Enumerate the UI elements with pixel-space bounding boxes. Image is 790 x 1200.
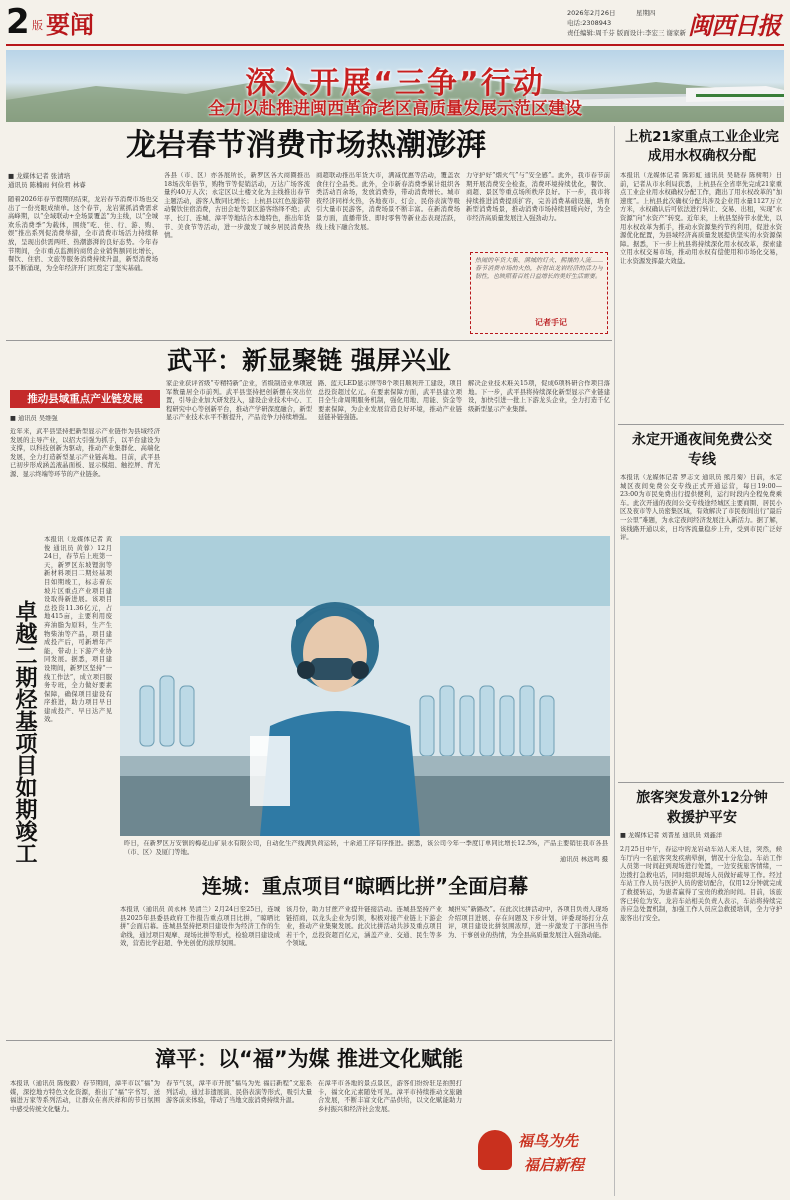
- masthead-logo: 闽西日报: [688, 12, 780, 40]
- right2-headline: 永定开通夜间免费公交专线: [632, 432, 772, 468]
- fu-logo: [474, 1120, 604, 1194]
- journalist-note-text: 热闹的年货大集、满城的灯火、熙攘的人流……春节消费市场的火热，折射出龙岩经济的活力与韧性，也映照着百姓日益增长的美好生活需要。: [475, 257, 603, 280]
- lead-col-3: 商超联动推出年货大市，满减优惠等活动，覆盖农食住行全品类。此外，全市新春消费季累计组织各类活动百余场，发放消费券，带动消费增长。城市夜经济同样火热，各地夜市、灯会、民俗表演等吸引大量市民游客，消费场景不断丰富。在新消费场景方面，直播带货、即时零售等新业态表现活跃，线上线下融合发展。: [316, 172, 460, 231]
- story5-col-2: 春节气氛，漳平市开展“福鸟为先 福启新程”文旅系列活动，通过非遗展演、民俗表演等形式，吸引大量游客前来体验，带动了当地文旅消费持续升温。: [166, 1080, 312, 1105]
- story3-headline: 卓越二期烃基项目如期竣工: [12, 600, 37, 864]
- factory-photo: [120, 536, 610, 836]
- phone: 电话:2308943: [567, 19, 612, 27]
- fu-logo-line-2: 福启新程: [524, 1156, 585, 1174]
- story4-col-1: 本报讯（通讯员 黄永林 吴清兰）2月24日至25日，连城县2025年县委县政府工作报告重点项目比拼，“晾晒比拼”会面启幕。连城县坚持把项目建设作为经济工作的生命线，通过项目观摩、现场比拼等形式，检验项目建设成效，营造比学赶超、争先创优的浓厚氛围。: [120, 906, 280, 948]
- header-rule: [6, 44, 784, 46]
- story4-headline: 连城：重点项目“晾晒比拼”全面启幕: [201, 874, 529, 898]
- story5-col-1: 本报讯（通讯员 陈俊毅）春节期间，漳平市以“福”为媒，深挖地方特色文化资源，推出了“福”字书写、送福进万家等系列活动，让群众在喜庆祥和的节日氛围中感受传统文化魅力。: [10, 1080, 160, 1113]
- journalist-note-box: [470, 252, 608, 334]
- story4-bottom-rule: [6, 1040, 612, 1041]
- right1-col: 本报讯（龙媒体记者 陈彩虹 通讯员 吴晓春 陈树明）日前，记者从市水利局获悉，上杭县在全省率先完成21家重点工业企业用水权确权分配工作，跑出了用水权改革的“加速度”。上杭县此次确权分配共涉及企业用水量1127万立方米，水权确认后可依法进行转让、交易、出租，实现“水资源”向“水资产”转变。近年来，上杭县坚持节水优先，以用水权改革为抓手，推动水资源集约节约利用，促进水资源优化配置，为县域经济高质量发展提供坚实的水资源保障。据悉，下一步上杭县将持续深化用水权改革，探索建立用水权交易市场，推动用水权有偿使用和市场化交易，让水资源发挥最大效益。: [620, 172, 782, 265]
- fu-logo-line-1: 福鸟为先: [518, 1132, 579, 1150]
- right3-col: 2月25日中午，春运中的龙岩动车站人来人往，突然，候车厅内一名旅客突发疾病晕倒，情况十分危急。车站工作人员第一时间赶到现场进行处置，一边安抚旅客情绪，一边拨打急救电话，同时组织现场人员做好疏导工作。经过车站工作人员与医护人员的密切配合，仅用12分钟就完成了救援转运，为患者赢得了宝贵的救治时间。目前，该旅客已转危为安。龙岩车站相关负责人表示，车站将持续完善应急处置机制，加强工作人员应急救援培训，全力守护旅客出行安全。: [620, 846, 782, 922]
- editor-line: 责任编辑:周千芬 版面设计:李宏三 谢家新: [567, 29, 687, 37]
- photo-caption: 昨日，在新罗区万安镇的梅花山矿泉水有限公司，自动化生产线满负荷运转，十余道工序有序推进。据悉，该公司今年一季度订单同比增长12.5%，产品主要销往我市各县（市、区）及厦门等地。: [124, 840, 608, 856]
- story2-byline: ■ 通讯员 吴维强: [10, 415, 58, 422]
- lead-byline: ■ 龙媒体记者 张清培 通讯员 陈楠雨 何俭君 林睿: [8, 172, 86, 189]
- story4-col-2: 该月份，助力甘蔗产业提升链接活动。连城县坚持产业链招商，以龙头企业为引领，积极对接产业链上下游企业，推动产业集聚发展。此次比拼活动共涉及重点项目若干个，总投资超百亿元，涵盖产业、交通、民生等多个领域。: [286, 906, 442, 948]
- story5-col-3: 在漳平市各地的景点景区，游客们纷纷驻足拍照打卡，福文化元素随处可见。漳平市持续推动文旅融合发展，不断丰富文化产品供给，以文化赋能助力乡村振兴和经济社会发展。: [318, 1080, 462, 1113]
- section-name: 要闻: [46, 11, 94, 39]
- issue-weekday: 星期四: [636, 9, 656, 17]
- story2-col-2: 家企业获评省级“专精特新”企业，省级制造业单项冠军数量居全市前列。武平县坚持把创新摆在突出位置，引导企业加大研发投入，建设企业技术中心、工程研究中心等创新平台，推动产学研深度融合，新型显示产业技术水平不断提升，产品竞争力持续增强。: [166, 380, 312, 422]
- right-rule-1: [618, 424, 784, 425]
- fu-logo-mark: [478, 1130, 512, 1170]
- lead-headline: 龙岩春节消费市场热潮澎湃: [126, 128, 486, 163]
- story5-headline: 漳平：以“福”为媒 推进文化赋能: [155, 1047, 463, 1071]
- story2-headline: 武平：新显聚链 强屏兴业: [167, 346, 451, 375]
- banner-subtitle: 全力以赴推进闽西革命老区高质量发展示范区建设: [208, 99, 582, 119]
- right3-byline: ■ 龙媒体记者 刘晋星 通讯员 刘鑫洋: [620, 832, 723, 839]
- story2-col-3: 路、蓝天LED显示屏等8个项目顺利开工建设，项目总投资超过亿元。在要素保障方面，武平县建立项目全生命周期服务机制，强化用地、用能、资金等要素保障，为企业发展营造良好环境，推动产业链延链补链强链。: [318, 380, 462, 422]
- story2-col-1: 近年来，武平县坚持把新型显示产业链作为县域经济发展的主导产业，以招大引强为抓手，以平台建设为支撑，以科技创新为驱动，推动产业集群化、高端化发展，全力打造新型显示产业链高地。目前，武平县已初步形成涵盖液晶面板、显示模组、触控屏、背光源、显示终端等环节的产业链条。: [10, 428, 160, 478]
- banner-title: 深入开展“三争”行动: [245, 66, 545, 101]
- right-rule-2: [618, 782, 784, 783]
- story4-col-3: 城担实“新路改”。在此次比拼活动中，各项目负责人现场介绍项目进展、存在问题及下步计划，评委现场打分点评，项目建设比拼氛围浓厚，进一步激发了干部担当作为、干事创业的热情，为全县高质量发展注入强劲动能。: [448, 906, 608, 939]
- banner-image: [6, 50, 784, 122]
- page-header: [0, 0, 790, 44]
- right-column-divider: [614, 126, 615, 1196]
- lead-col-2: 各县（市、区）亦各展所长，新罗区各大商圈推出18场次年俗节，购物节等促销活动，万达广场客流量约40万人次；永定区以土楼文化为主线推出春节主题活动，游客人数同比增长；上杭县以红色旅游带动餐饮住宿消费，古田会址等景区游客络绎不绝；武平、长汀、连城、漳平等地结合本地特色，推出年货节、美食节等活动，进一步激发了城乡居民消费热情。: [164, 172, 310, 240]
- lead-col-4: 力守护好“烟火气”与“安全感”。此外，我市春节前期开展消费安全检查，消费环境持续优化，餐饮、商超、景区等重点场所秩序良好。下一步，我市将持续推进消费提质扩容，完善消费基础设施，培育新型消费场景，推动消费市场持续回暖向好，为全市经济高质量发展注入强劲动力。: [466, 172, 610, 222]
- photo-credit: 通讯员 林远鸣 摄: [559, 856, 608, 863]
- lead-col-1: 随着2026年春节假期的结束，龙岩春节消费市场也交出了一份亮眼成绩单。这个春节，龙岩紧抓消费需求高峰期，以“全域联动+全场景覆盖”为主线，以“全城欢乐消费季”为载体，围绕“吃、住、行、游、购、娱”推出系列促消费举措，全市消费市场活力持续释放，呈现出供需两旺、热潮澎湃的良好态势。今年春节期间，全市重点监测的商贸企业销售额同比增长，餐饮、住宿、文旅等服务消费持续升温，新型消费场景不断涌现，为全年经济开门红奠定了坚实基础。: [8, 196, 158, 272]
- lead-bottom-rule: [6, 340, 612, 341]
- right2-col: 本报讯（龙媒体记者 罗志文 通讯员 熊月菊）日前，永定城区夜间免费公交专线正式开通运营，每日19:00—23:00为市民免费出行提供便利，运行时段内全程免费乘车。此次开通的夜间公交专线途经城区主要商圈、居民小区及夜市等人员密集区域，有效解决了市民夜间出行“最后一公里”难题，为永定夜间经济发展注入新活力。据了解，该线路开通以来，日均客流量稳步上升，受到市民广泛好评。: [620, 474, 782, 542]
- story2-col-4: 解决企业技术难关15项，促成6项科研合作项目落地。下一步，武平县将持续深化新型显示产业链建设，加快引进一批上下游龙头企业，全力打造千亿级新型显示产业集群。: [468, 380, 610, 413]
- story2-tag: 推动县域重点产业链发展: [10, 390, 160, 408]
- edition-label: 版: [32, 19, 43, 32]
- issue-date: 2026年2月26日: [567, 9, 616, 17]
- right1-headline: 上杭21家重点工业企业完成用水权确权分配: [625, 129, 779, 164]
- photo-illustration: [120, 536, 610, 836]
- page-number: 2: [6, 2, 30, 42]
- right3-headline: 旅客突发意外12分钟救援护平安: [636, 790, 768, 826]
- story3-col: 本报讯（龙媒体记者 黄俊 通讯员 黄蓉）12月24日，春节后上班第一天，新罗区东坡锂润等新材料项目二期烃基项目如期竣工，标志着东坡片区重点产业项目建设取得新进展。该项目总投资11.36亿元，占地415亩，主要利用废弃油脂为原料，生产生物柴油等产品，项目建成投产后，可新增年产能，带动上下游产业协同发展。据悉，项目建设期间，新罗区坚持“一线工作法”，成立项目服务专班，全力做好要素保障，确保项目建设有序推进，助力项目早日建成投产、早日达产见效。: [44, 536, 112, 724]
- journalist-note-label: 记者手记: [535, 318, 567, 327]
